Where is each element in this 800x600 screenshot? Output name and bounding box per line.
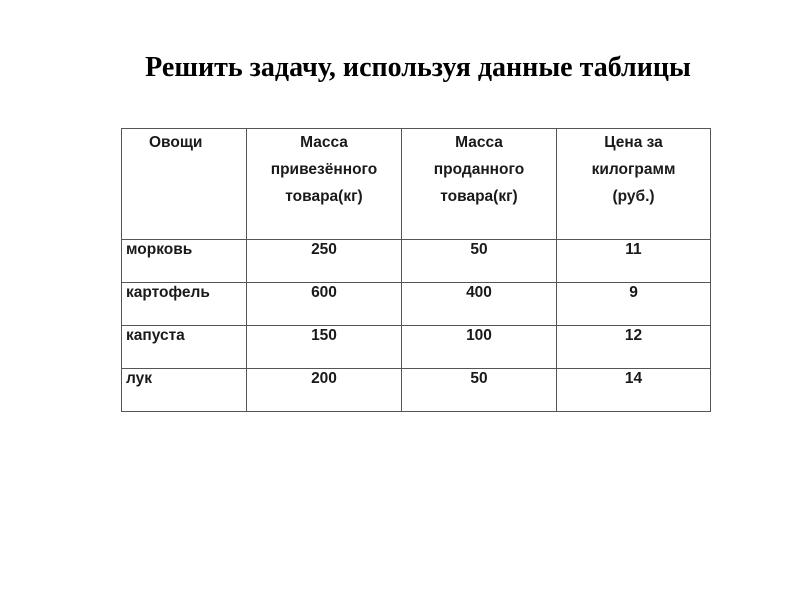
cell-vegetable: морковь [122,240,247,283]
cell-sold: 100 [402,326,557,369]
table-row [122,283,711,326]
cell-sold: 50 [402,240,557,283]
cell-price: 14 [557,369,711,412]
table-header-row [122,129,711,240]
table-row [122,326,711,369]
cell-vegetable: капуста [122,326,247,369]
header-sold-mass: Масса проданного товара(кг) [402,129,557,240]
cell-sold: 400 [402,283,557,326]
cell-price: 11 [557,240,711,283]
header-delivered-mass: Масса привезённого товара(кг) [247,129,402,240]
vegetables-table [121,128,711,412]
cell-sold: 50 [402,369,557,412]
cell-vegetable: лук [122,369,247,412]
header-price-per-kg: Цена за килограмм (руб.) [557,129,711,240]
cell-price: 9 [557,283,711,326]
cell-price: 12 [557,326,711,369]
table-row [122,240,711,283]
header-vegetables: Овощи [122,129,247,240]
cell-delivered: 200 [247,369,402,412]
cell-delivered: 150 [247,326,402,369]
cell-delivered: 600 [247,283,402,326]
cell-delivered: 250 [247,240,402,283]
cell-vegetable: картофель [122,283,247,326]
table-row [122,369,711,412]
slide-title: Решить задачу, используя данные таблицы [145,52,691,83]
